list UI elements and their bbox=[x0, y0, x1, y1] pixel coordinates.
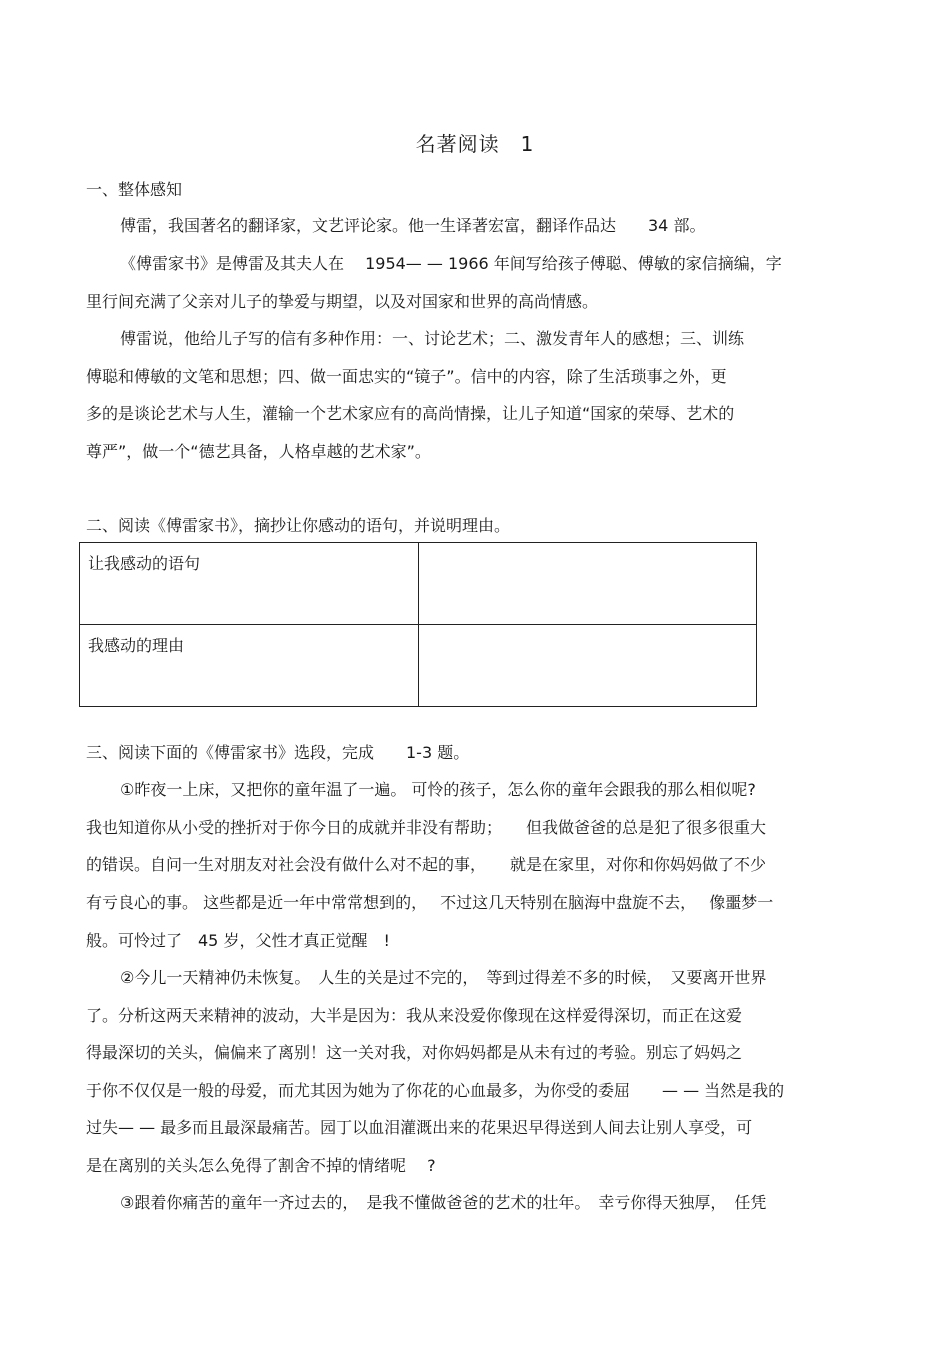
passage-line: ②今儿一天精神仍未恢复。 人生的关是过不完的， 等到过得差不多的时候， 又要离开世界 bbox=[120, 968, 767, 987]
section1-line: 里行间充满了父亲对儿子的挚爱与期望，以及对国家和世界的高尚情感。 bbox=[86, 292, 599, 311]
section1-heading: 一、整体感知 bbox=[86, 180, 183, 199]
passage-line: 是在离别的关头怎么免得了割舍不掉的情绪呢 ? bbox=[86, 1156, 436, 1175]
table-cell-label: 让我感动的语句 bbox=[80, 543, 419, 625]
section3-heading: 三、阅读下面的《傅雷家书》选段，完成 1-3 题。 bbox=[86, 743, 470, 762]
passage-line: 于你不仅仅是一般的母爱，而尤其因为她为了你花的心血最多，为你受的委屈 — — 当然是我的 bbox=[86, 1081, 785, 1100]
table-cell-label: 我感动的理由 bbox=[80, 625, 419, 707]
section1-line: 傅雷，我国著名的翻译家，文艺评论家。他一生译著宏富，翻译作品达 34 部。 bbox=[120, 216, 706, 235]
table-cell-answer[interactable] bbox=[419, 625, 757, 707]
passage-line: 了。分析这两天来精神的波动，大半是因为：我从来没爱你像现在这样爱得深切，而正在这爱 bbox=[86, 1006, 743, 1025]
passage-line: 我也知道你从小受的挫折对于你今日的成就并非没有帮助； 但我做爸爸的总是犯了很多很重大 bbox=[86, 818, 767, 837]
section2-heading: 二、阅读《傅雷家书》，摘抄让你感动的语句，并说明理由。 bbox=[86, 516, 511, 535]
table-cell-answer[interactable] bbox=[419, 543, 757, 625]
answer-table bbox=[79, 542, 757, 707]
table-row bbox=[80, 625, 757, 707]
section1-line: 傅雷说，他给儿子写的信有多种作用：一、讨论艺术；二、激发青年人的感想；三、训练 bbox=[120, 329, 745, 348]
passage-line: ①昨夜一上床，又把你的童年温了一遍。 可怜的孩子，怎么你的童年会跟我的那么相似呢? bbox=[120, 780, 756, 799]
section1-line: 尊严”，做一个“德艺具备，人格卓越的艺术家”。 bbox=[86, 442, 431, 461]
table-row bbox=[80, 543, 757, 625]
passage-line: 有亏良心的事。 这些都是近一年中常常想到的， 不过这几天特别在脑海中盘旋不去， 像噩梦一 bbox=[86, 893, 774, 912]
passage-line: 的错误。自问一生对朋友对社会没有做什么对不起的事， 就是在家里，对你和你妈妈做了不少 bbox=[86, 855, 767, 874]
section1-line: 多的是谈论艺术与人生，灌输一个艺术家应有的高尚情操，让儿子知道“国家的荣辱、艺术的 bbox=[86, 404, 735, 423]
passage-line: ③跟着你痛苦的童年一齐过去的， 是我不懂做爸爸的艺术的壮年。 幸亏你得天独厚， 任凭 bbox=[120, 1193, 767, 1212]
passage-line: 过失— — 最多而且最深最痛苦。园丁以血泪灌溉出来的花果迟早得送到人间去让别人享受，可 bbox=[86, 1118, 753, 1137]
section1-line: 傅聪和傅敏的文笔和思想；四、做一面忠实的“镜子”。信中的内容，除了生活琐事之外，更 bbox=[86, 367, 727, 386]
passage-line: 般。可怜过了 45 岁，父性才真正觉醒 ! bbox=[86, 931, 390, 950]
page-title: 名著阅读 1 bbox=[415, 132, 535, 156]
section1-line: 《傅雷家书》是傅雷及其夫人在 1954— — 1966 年间写给孩子傅聪、傅敏的家信摘编，字 bbox=[120, 254, 782, 273]
passage-line: 得最深切的关头，偏偏来了离别！这一关对我，对你妈妈都是从未有过的考验。别忘了妈妈之 bbox=[86, 1043, 743, 1062]
